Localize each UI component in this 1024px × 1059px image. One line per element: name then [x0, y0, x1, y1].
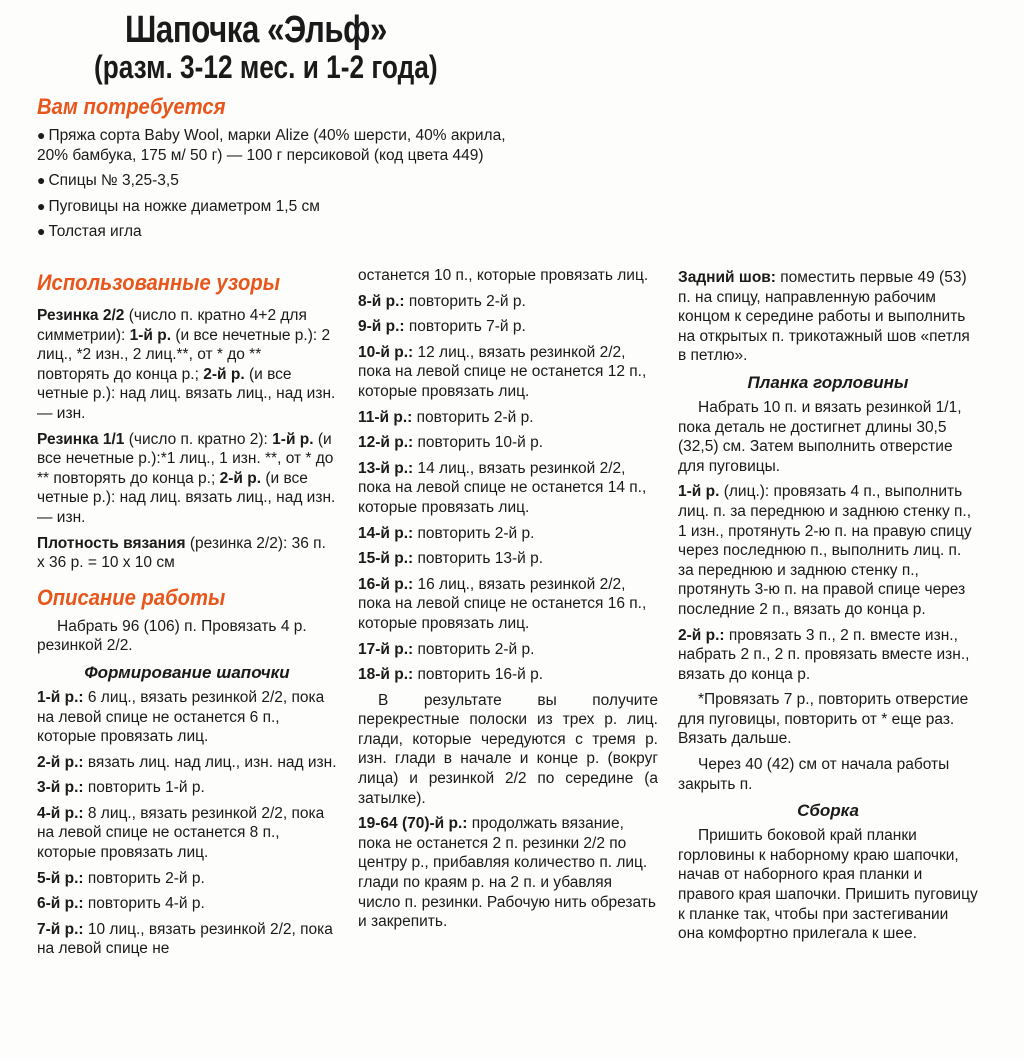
row-instruction: 14-й р.: повторить 2-й р. [358, 524, 535, 542]
rib-2-2-description: Резинка 2/2 (число п. кратно 4+2 для симметрии): 1-й р. (и все нечетные р.): 2 лиц., *2 изн., 2 лиц.**, от * до ** повторять до конца р.; 2-й р. (и все четные р.): над лиц. вязать лиц., над изн. — изн. [37, 307, 336, 422]
list-item: ● Спицы № 3,25-3,5 [37, 172, 179, 190]
column-2 [358, 266, 658, 938]
row-instruction: 16-й р.: 16 лиц., вязать резинкой 2/2, пока на левой спице не останется 16 п., которые провязать лиц. [358, 575, 647, 632]
row-instruction: 4-й р.: 8 лиц., вязать резинкой 2/2, пока на левой спице не останется 8 п., которые провязать лиц. [37, 804, 325, 862]
neck-band-row-2: 2-й р.: провязать 3 п., 2 п. вместе изн., набрать 2 п., 2 п. провязать вместе изн., вязать до конца р. [678, 626, 970, 683]
neck-band-intro: Набрать 10 п. и вязать резинкой 1/1, пока деталь не достигнет длины 30,5 (32,5) см. Затем выполнить отверстие для пуговицы. [678, 398, 962, 475]
materials-heading: Вам потребуется [37, 94, 226, 119]
assembly-heading: Сборка [797, 801, 859, 821]
assembly-paragraph: Пришить боковой край планки горловины к наборному краю шапочки, начав от наборного края планки и правого края шапочки. Пришить пуговицу к планке так, чтобы при застегивании она комфортно прилегала к шее. [678, 827, 978, 943]
list-item: ● Толстая игла [37, 223, 142, 241]
intro-paragraph: Набрать 96 (106) п. Провязать 4 р. резинкой 2/2. [37, 617, 307, 655]
bullet-icon: ● [37, 223, 46, 240]
page-subtitle: (разм. 3-12 мес. и 1-2 года) [94, 49, 438, 85]
row-instruction: 18-й р.: повторить 16-й р. [358, 666, 543, 684]
result-paragraph: В результате вы получите перекрестные полоски из трех р. лиц. глади, которые чередуются с тремя р. изн. глади в начале и конце р. (вокруг лица) и резинкой 2/2 по середине (а затылке). [358, 691, 658, 807]
materials-list [37, 126, 557, 248]
row-instruction: 15-й р.: повторить 13-й р. [358, 550, 543, 568]
gauge-description: Плотность вязания (резинка 2/2): 36 п. х 36 р. = 10 х 10 см [37, 534, 326, 572]
description-heading: Описание работы [37, 584, 226, 610]
list-item: ● Пряжа сорта Baby Wool, марки Alize (40% шерсти, 40% акрила, 20% бамбука, 175 м/ 50 г) — 100 г персиковой (код цвета 449) [37, 127, 506, 164]
continuation-text: останется 10 п., которые провязать лиц. [358, 267, 649, 284]
row-instruction: 11-й р.: повторить 2-й р. [358, 408, 534, 426]
row-final: 19-64 (70)-й р.: продолжать вязание, пока не останется 2 п. резинки 2/2 по центру р., прибавляя количество п. лиц. глади по краям р. на 2 п. и убавляя число п. резинки. Рабочую нить обрезать и закрепить. [358, 815, 656, 931]
neck-band-row-1: 1-й р. (лиц.): провязать 4 п., выполнить лиц. п. за переднюю и заднюю стенку п., 1 изн., протянуть 2-ю п. на правую спицу через последнюю п., выполнить лиц. п. за переднюю и заднюю стенку п., протянуть 3-ю п. на правой спице через последние 2 п., вязать до конца р. [678, 483, 972, 618]
rib-1-1-description: Резинка 1/1 (число п. кратно 2): 1-й р. (и все нечетные р.):*1 лиц., 1 изн. **, от * до ** повторять до конца р.; 2-й р. (и все четные р.): над лиц. вязать лиц., над изн. — изн. [37, 430, 336, 526]
column-1 [37, 270, 337, 965]
forming-heading: Формирование шапочки [84, 662, 290, 682]
row-instruction: 9-й р.: повторить 7-й р. [358, 318, 526, 336]
neck-band-repeat: *Провязать 7 р., повторить отверстие для пуговицы, повторить от * еще раз. Вязать дальше. [678, 691, 969, 748]
bullet-icon: ● [37, 127, 46, 143]
row-instruction: 5-й р.: повторить 2-й р. [37, 869, 205, 887]
row-instruction: 12-й р.: повторить 10-й р. [358, 434, 543, 452]
bullet-icon: ● [37, 197, 46, 214]
rows-column-2 [358, 292, 658, 685]
list-item: ● Пуговицы на ножке диаметром 1,5 см [37, 197, 320, 215]
row-instruction: 17-й р.: повторить 2-й р. [358, 640, 535, 658]
bullet-icon: ● [37, 172, 46, 189]
row-instruction: 10-й р.: 12 лиц., вязать резинкой 2/2, пока на левой спице не останется 12 п., которые провязать лиц. [358, 343, 647, 400]
row-instruction: 2-й р.: вязать лиц. над лиц., изн. над изн. [37, 753, 337, 771]
neck-band-heading: Планка горловины [747, 372, 909, 392]
patterns-heading: Использованные узоры [37, 270, 280, 295]
column-3 [678, 268, 978, 950]
neck-band-finish: Через 40 (42) см от начала работы закрыть п. [678, 756, 950, 793]
row-instruction: 1-й р.: 6 лиц., вязать резинкой 2/2, пока на левой спице не останется 6 п., которые провязать лиц. [37, 688, 325, 746]
page-title: Шапочка «Эльф» [125, 9, 387, 51]
row-instruction: 3-й р.: повторить 1-й р. [37, 779, 205, 797]
row-instruction: 8-й р.: повторить 2-й р. [358, 292, 526, 310]
back-seam-paragraph: Задний шов: поместить первые 49 (53) п. на спицу, направленную рабочим концом к середине работы и выполнить на открытых п. трикотажный шов «петля в петлю». [678, 269, 970, 365]
row-instruction: 13-й р.: 14 лиц., вязать резинкой 2/2, пока на левой спице не останется 14 п., которые провязать лиц. [358, 459, 647, 516]
row-instruction: 6-й р.: повторить 4-й р. [37, 895, 205, 913]
rows-column-1 [37, 688, 337, 959]
row-instruction: 7-й р.: 10 лиц., вязать резинкой 2/2, пока на левой спице не [37, 920, 333, 958]
